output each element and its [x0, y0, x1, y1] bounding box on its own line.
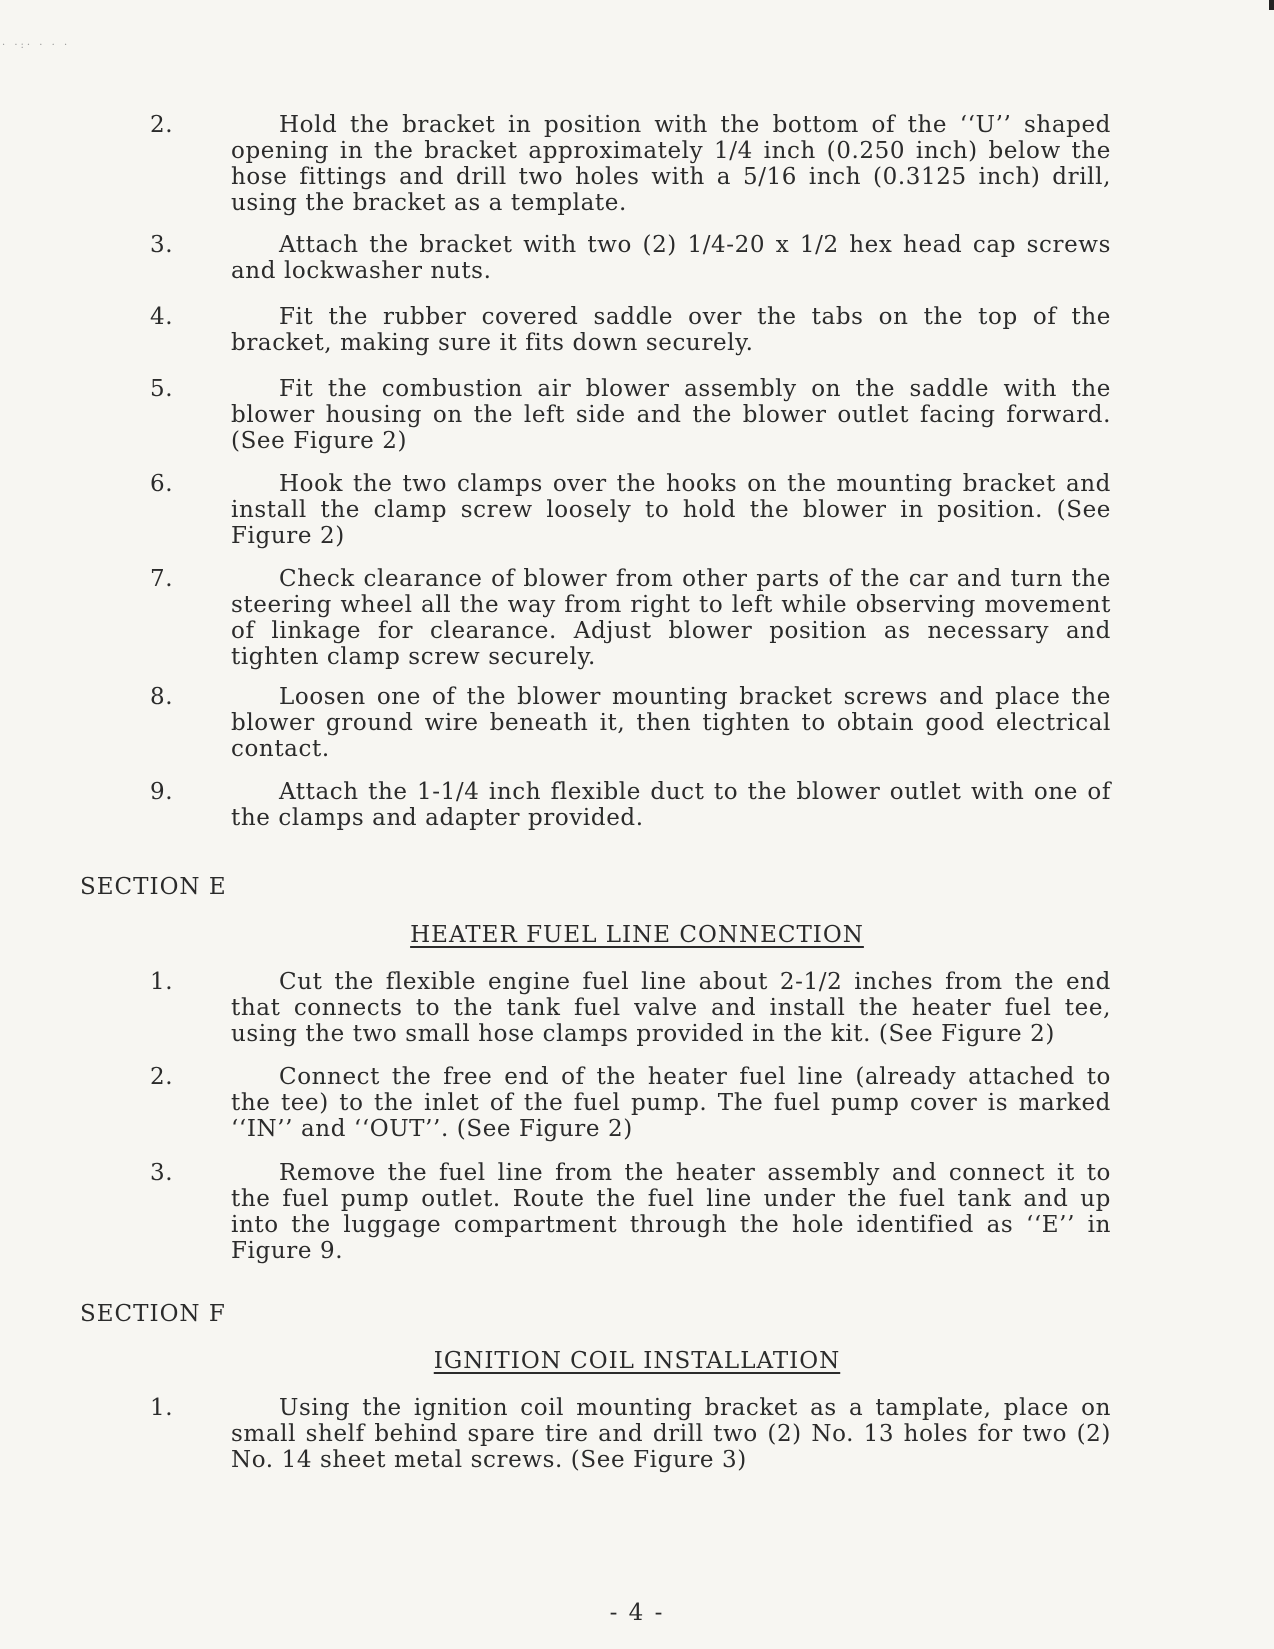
step-text: Fit the rubber covered saddle over the tabs on the top of the bracket, making sure it fits down securely.: [231, 304, 1111, 356]
step-number: 5.: [150, 376, 174, 402]
step-text: Hook the two clamps over the hooks on the mounting bracket and install the clamp screw loosely to hold the blower in position. (See Figure 2): [231, 471, 1111, 549]
page-number: - 4 -: [609, 1600, 665, 1626]
step-number: 1.: [150, 1395, 174, 1421]
step-number: 2.: [150, 1064, 174, 1090]
section-e-heading: HEATER FUEL LINE CONNECTION: [410, 922, 864, 948]
step-text: Loosen one of the blower mounting bracket screws and place the blower ground wire beneath it, then tighten to obtain good electrical contact.: [231, 684, 1111, 762]
section-f-heading: IGNITION COIL INSTALLATION: [433, 1348, 841, 1374]
step-text: Hold the bracket in position with the bottom of the ‘‘U’’ shaped opening in the bracket approximately 1/4 inch (0.250 inch) below the hose fittings and drill two holes with a 5/16 inch (0.3125 inch) drill, using the bracket as a template.: [231, 112, 1111, 216]
step-text: Check clearance of blower from other parts of the car and turn the steering wheel all the way from right to left while observing movement of linkage for clearance. Adjust blower position as necessary and tighten clamp screw securely.: [231, 566, 1111, 670]
step-number: 7.: [150, 566, 174, 592]
step-number: 2.: [150, 112, 174, 138]
step-number: 6.: [150, 471, 174, 497]
step-number: 4.: [150, 304, 174, 330]
step-number: 3.: [150, 232, 174, 258]
step-text: Cut the flexible engine fuel line about 2-1/2 inches from the end that connects to the tank fuel valve and install the heater fuel tee, using the two small hose clamps provided in the kit. (See Figure 2): [231, 969, 1111, 1047]
step-text: Remove the fuel line from the heater assembly and connect it to the fuel pump outlet. Route the fuel line under the fuel tank and up into the luggage compartment through the hole identified as ‘‘E’’ in Figure 9.: [231, 1160, 1111, 1264]
section-e-label: SECTION E: [80, 874, 227, 900]
section-f-label: SECTION F: [80, 1301, 226, 1327]
step-text: Fit the combustion air blower assembly on the saddle with the blower housing on the left side and the blower outlet facing forward. (See Figure 2): [231, 376, 1111, 454]
step-number: 8.: [150, 684, 174, 710]
step-number: 1.: [150, 969, 174, 995]
scan-edge-mark: [1269, 0, 1274, 10]
scan-speckle: · ·:· · · ·: [2, 40, 71, 51]
step-text: Attach the 1-1/4 inch flexible duct to the blower outlet with one of the clamps and adapter provided.: [231, 779, 1111, 831]
step-text: Attach the bracket with two (2) 1/4-20 x 1/2 hex head cap screws and lockwasher nuts.: [231, 232, 1111, 284]
step-number: 9.: [150, 779, 174, 805]
step-number: 3.: [150, 1160, 174, 1186]
step-text: Using the ignition coil mounting bracket as a tamplate, place on small shelf behind spare tire and drill two (2) No. 13 holes for two (2) No. 14 sheet metal screws. (See Figure 3): [231, 1395, 1111, 1473]
step-text: Connect the free end of the heater fuel line (already attached to the tee) to the inlet of the fuel pump. The fuel pump cover is marked ‘‘IN’’ and ‘‘OUT’’. (See Figure 2): [231, 1064, 1111, 1142]
